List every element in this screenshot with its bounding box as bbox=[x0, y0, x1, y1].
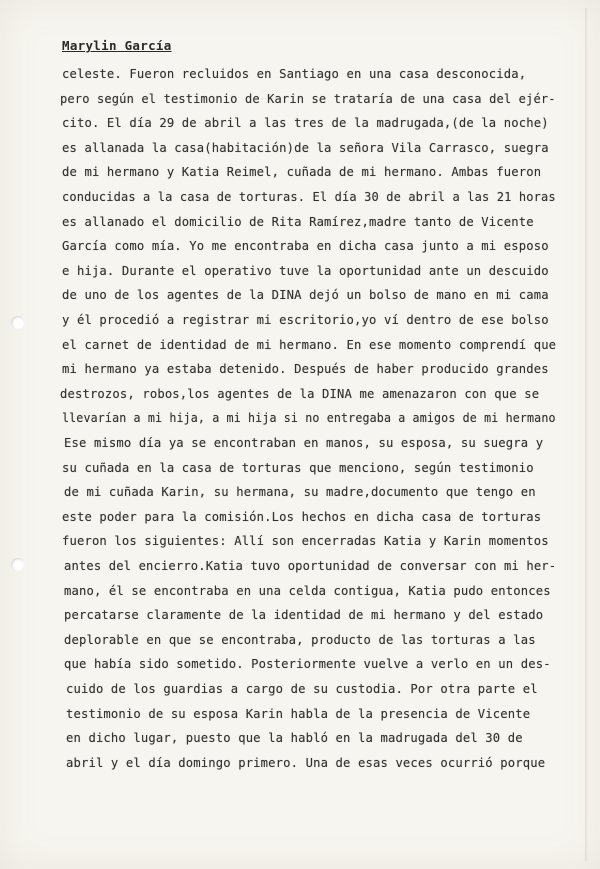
body-line: llevarían a mi hija, a mi hija si no entregaba a amigos de mi hermano bbox=[62, 411, 556, 426]
body-line: su cuñada en la casa de torturas que menciono, según testimonio bbox=[62, 460, 534, 475]
body-line: pero según el testimonio de Karin se trataría de una casa del ejér- bbox=[60, 91, 556, 106]
body-line: García como mía. Yo me encontraba en dicha casa junto a mi esposo bbox=[62, 239, 549, 254]
body-line: en dicho lugar, puesto que la habló en la madrugada del 30 de bbox=[66, 731, 523, 746]
body-line: de mi cuñada Karin, su hermana, su madre,documento que tengo en bbox=[64, 485, 536, 500]
body-line: es allanado el domicilio de Rita Ramírez,madre tanto de Vicente bbox=[62, 214, 534, 229]
body-line: el carnet de identidad de mi hermano. En ese momento comprendí que bbox=[62, 337, 557, 352]
body-line: y él procedió a registrar mi escritorio,yo ví dentro de ese bolso bbox=[62, 313, 549, 327]
body-line: que había sido sometido. Posteriormente vuelve a verlo en un des- bbox=[64, 657, 551, 672]
body-line: testimonio de su esposa Karin habla de la presencia de Vicente bbox=[66, 706, 531, 721]
page-edge-shadow bbox=[585, 8, 588, 861]
body-line: cito. El día 29 de abril a las tres de la madrugada,(de la noche) bbox=[62, 116, 549, 131]
body-line: cuido de los guardias a cargo de su custodia. Por otra parte el bbox=[66, 682, 538, 696]
body-line: mi hermano ya estaba detenido. Después de haber producido grandes bbox=[62, 362, 549, 377]
body-line: percatarse claramente de la identidad de mi hermano y del estado bbox=[64, 608, 544, 623]
body-line: de mi hermano y Katia Reimel, cuñada de mi hermano. Ambas fueron bbox=[62, 165, 542, 180]
body-line: conducidas a la casa de torturas. El día 30 de abril a las 21 horas bbox=[62, 190, 556, 204]
body-line: Ese mismo día ya se encontraban en manos, su esposa, su suegra y bbox=[64, 436, 544, 450]
document-header-name: Marylin García bbox=[62, 38, 172, 53]
punch-hole-bottom bbox=[11, 558, 24, 571]
body-line: es allanada la casa(habitación)de la señora Vila Carrasco, suegra bbox=[62, 140, 549, 155]
body-line: e hija. Durante el operativo tuve la oportunidad ante un descuido bbox=[62, 263, 549, 278]
punch-hole-top bbox=[11, 316, 24, 329]
body-line: antes del encierro.Katia tuvo oportunidad de conversar con mi her- bbox=[64, 559, 557, 573]
body-line: mano, él se encontraba en una celda contigua, Katia pudo entonces bbox=[64, 583, 551, 598]
body-line: destrozos, robos,los agentes de la DINA me amenazaron con que se bbox=[60, 386, 540, 401]
body-line: fueron los siguientes: Allí son encerradas Katia y Karin momentos bbox=[62, 534, 549, 549]
body-line: abril y el día domingo primero. Una de esas veces ocurrió porque bbox=[66, 755, 546, 770]
body-line: este poder para la comisión.Los hechos en dicha casa de torturas bbox=[62, 509, 542, 524]
body-line: deplorable en que se encontraba, producto de las torturas a las bbox=[64, 632, 536, 647]
body-line: celeste. Fueron recluidos en Santiago en una casa desconocida, bbox=[62, 67, 527, 81]
body-line: de uno de los agentes de la DINA dejó un bolso de mano en mi cama bbox=[62, 288, 549, 303]
